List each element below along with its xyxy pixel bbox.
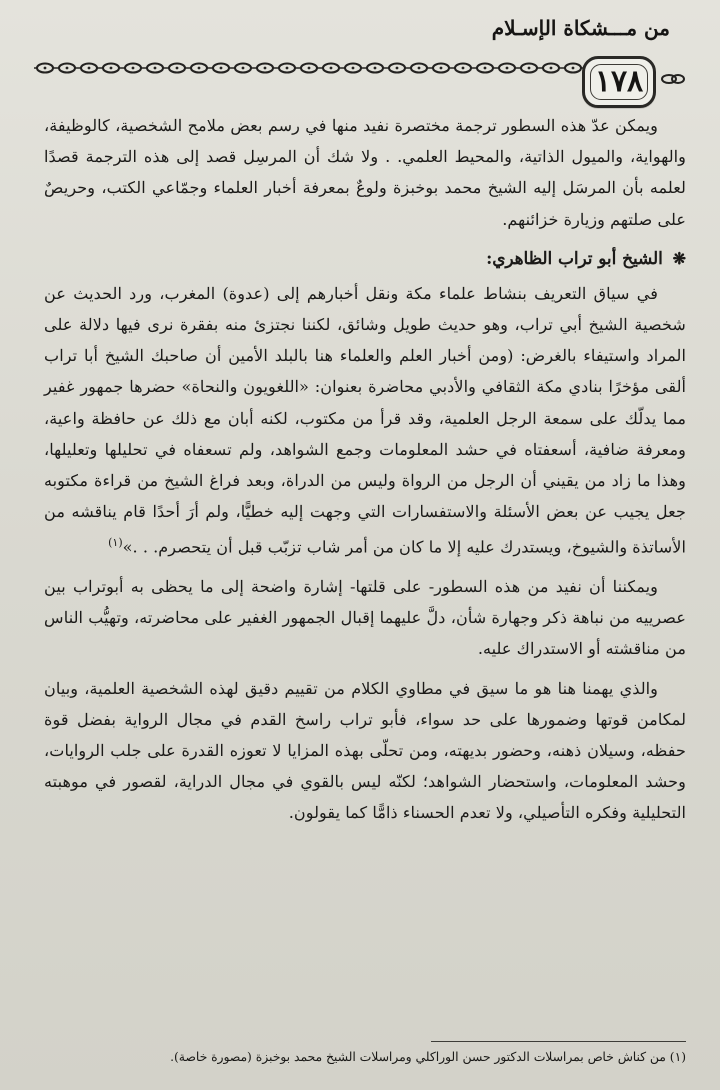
section-star-icon: ❋ [672,248,686,268]
page-number-box [582,56,656,108]
paragraph-spacer [44,665,686,673]
section-heading-text: الشيخ أبو تراب الظاهري: [486,247,663,268]
paragraph-1: ويمكن عدّ هذه السطور ترجمة مختصرة نفيد منها في رسم بعض ملامح الشخصية، كالوظيفة، والهواية، والميول الذاتية، والمحيط العلمي. . ولا شك أن المرسِل قصد إلى هذه الترجمة قصدًا لعلمه بأن المرسَل إليه الشيخ محمد بوخبزة ولوعٌ بمعرفة أخبار العلماء وجمّاعي الكتب، وحريصٌ على صلتهم وزيارة خزائنهم. [44,116,686,229]
paragraph-spacer [44,563,686,571]
paragraph-2 [44,278,686,563]
main-text [44,110,686,829]
footnote-reference: (١) [108,536,123,550]
paragraph-2-text: في سياق التعريف بنشاط علماء مكة ونقل أخبارهم إلى (عدوة) المغرب، ورد الحديث عن شخصية الشيخ أبي تراب، وهو حديث طويل وشائق، لكننا نجتزئ منه بفقرة نرى فيها دلالة على المراد واستيفاء بالغرض: (ومن أخبار العلم والعلماء هنا بالبلد الأمين أن صاحبك الشيخ أبا تراب ألقى مؤخرًا بنادي مكة الثقافي والأدبي محاضرة بعنوان: «اللغويون والنحاة» حضرها جمهور غفير مما يدلّك على سمعة الرجل العلمية، وقد قرأ من مكتوب، لكنه أبان مع ذلك عن حافظة واعية، ومعرفة ضافية، أسعفتاه في حشد المعلومات وجمع الشواهد، ولم تسعفاه في تحليلها وتعليلها، وهذا ما زاد من يقيني أن الرجل من الرواة وليس من الدراة، وبعد فراغ الشيخ من قراءة مكتوبه جعل يجيب عن بعض الأسئلة والاستفسارات التي وجهت إليه خطيًّا، ولم أرَ أحدًا قام يناقشه من الأساتذة والشيوخ، ويستدرك عليه إلا ما كان من أمر شاب تزبّب قبل أن يتحصرم. . .» [44,283,686,557]
page-number: ١٧٨ [594,64,644,99]
header-chain-ornament [34,56,609,80]
footnote-separator [431,1041,686,1042]
paragraph-3: ويمكننا أن نفيد من هذه السطور- على قلتها- إشارة واضحة إلى ما يحظى به أبوتراب بين عصرييه من نباهة ذكر وجهارة شأن، دلَّ عليهما إقبال الجمهور الغفير على محاضرته، وتهيُّب الناس من مناقشته أو الاستدراك عليه. [44,577,686,659]
page-number-inner-frame [590,64,648,100]
section-heading [44,243,686,274]
footnote-line-1: (١) من كناش خاص بمراسلات الدكتور حسن الوراكلي ومراسلات الشيخ محمد بوخبزة (مصورة خاصة). [170,1050,686,1064]
running-header-title: من مـــشكاة الإسـلام [491,16,670,40]
paragraph-4: والذي يهمنا هنا هو ما سيق في مطاوي الكلام من تقييم دقيق لهذه الشخصية العلمية، وبيان لمكامن قوتها وضمورها على حد سواء، فأبو تراب راسخ القدم في مجال الرواية بفضل قوة حفظه، وسيلان ذهنه، وحضور بديهته، ومن تحلّى بهذه المزايا لا تعوزه القدرة على جلب الروايات، وحشد المعلومات، واستحضار الشواهد؛ لكنّه ليس بالقوي في مجال الدراية، لقصور في موهبته التحليلية وفكره التأصيلي، ولا تعدم الحسناء ذامًّا كما يقولون. [44,678,686,823]
page-number-side-ornament [660,69,686,89]
footnote-block [44,1048,686,1066]
